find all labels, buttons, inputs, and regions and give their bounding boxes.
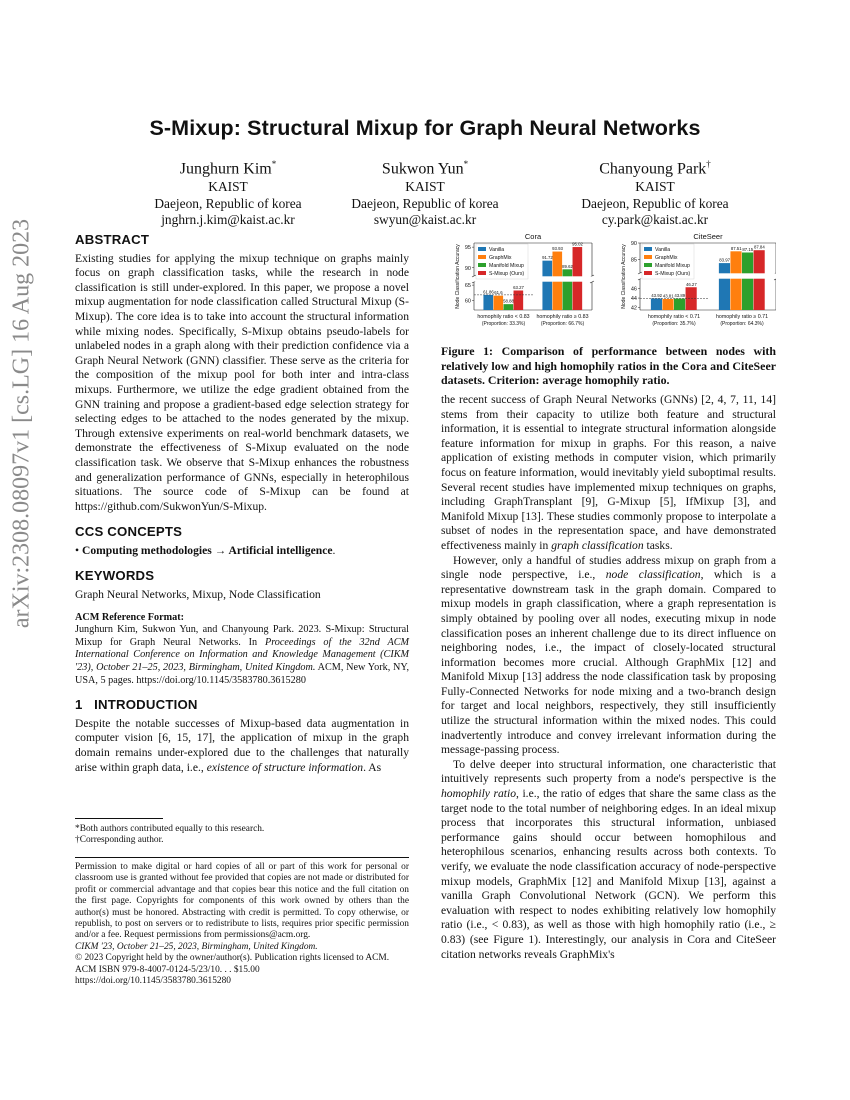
acm-reference — [75, 612, 409, 688]
x-category-label: homophily ratio ≥ 0.83 — [536, 314, 589, 320]
legend-swatch — [644, 255, 652, 259]
bar-value-label: 93.93 — [552, 246, 563, 252]
bar-value-label: 87.15 — [742, 247, 754, 252]
y-axis-label: Node Classification Accuracy — [455, 244, 461, 309]
legend-label: S-Mixup (Ours) — [489, 271, 525, 277]
y-tick-label: 85 — [630, 257, 637, 264]
bar-value-label: 58.88 — [503, 298, 514, 304]
legend-label: S-Mixup (Ours) — [655, 271, 691, 277]
x-category-note: (Proportion: 66.7%) — [540, 321, 585, 327]
bar-value-label: 43.81 — [662, 293, 674, 299]
bar-value-label: 43.92 — [651, 292, 663, 298]
chart-title: Cora — [524, 232, 542, 241]
legend-label: Manifold Mixup — [655, 263, 690, 269]
author-affiliation: KAIST — [208, 179, 248, 195]
bar-value-label: 61.86 — [483, 289, 494, 295]
bar-graphmix — [662, 299, 673, 310]
footnotes — [75, 824, 409, 847]
legend-swatch — [478, 263, 486, 267]
legend-swatch — [644, 263, 652, 267]
bar-manifold-mixup — [674, 299, 685, 310]
legend-label: Vanilla — [655, 247, 671, 253]
legend-label: Manifold Mixup — [489, 263, 524, 269]
author-block-2 — [305, 155, 545, 229]
legend-label: Vanilla — [489, 247, 505, 253]
bar-vanilla — [719, 263, 730, 310]
y-tick-label: 90 — [630, 241, 637, 247]
legend-label: GraphMix — [655, 255, 678, 261]
ccs-heading: CCS CONCEPTS — [75, 524, 183, 540]
legend-swatch — [478, 271, 486, 275]
paper-title: S-Mixup: Structural Mixup for Graph Neural Networks — [149, 116, 701, 140]
bar-vanilla — [542, 261, 552, 310]
x-category-label: homophily ratio < 0.83 — [477, 314, 530, 320]
abstract-text: Existing studies for applying the mixup technique on graphs mainly focus on graph classification tasks, while the research in node classification is still under-explored. In this paper, we propose a novel mixup augmentation for node classification called Structural Mixup (S-Mixup). The core idea is to take into account the structural information while mixing nodes. Specifically, S-Mixup obtains pseudo-labels for unlabeled nodes in a graph along with their prediction confidence via a Graph Neural Network (GNN) classifier. These serve as the criteria for the composition of the mixup pool for both inter and intra-class mixups. Furthermore, we utilize the edge gradient obtained from the GNN training and propose a gradient-based edge selection strategy for selecting edges to be attached to the nodes generated by the mixup. Through extensive experiments on real-world benchmark datasets, we demonstrate the effectiveness of S-Mixup evaluated on the node classification task. We observe that S-Mixup enhances the robustness and generalization performance of GNNs, especially in heterophilous situations. The source code of S-Mixup can be found at https://github.com/SukwonYun/S-Mixup. — [75, 251, 409, 513]
chart-cora — [455, 232, 594, 327]
conference-line: CIKM '23, October 21–25, 2023, Birmingham, United Kingdom. — [75, 941, 318, 952]
author-name: Sukwon Yun* — [381, 159, 469, 178]
bar-value-label: 95.02 — [572, 241, 583, 247]
author-location: Daejeon, Republic of korea — [351, 195, 499, 211]
bar-value-label: 87.84 — [753, 244, 765, 250]
bar-value-label: 87.51 — [730, 245, 742, 251]
legend-label: GraphMix — [489, 255, 512, 261]
y-axis-label: Node Classification Accuracy — [621, 244, 627, 309]
chart-title: CiteSeer — [693, 232, 723, 241]
left-column — [75, 233, 409, 775]
x-category-note: (Proportion: 33.3%) — [481, 321, 526, 327]
author-block-3 — [535, 155, 775, 229]
y-tick-label: 46 — [630, 286, 637, 293]
right-paragraph-1: the recent success of Graph Neural Networks (GNNs) [2, 4, 7, 11, 14] stems from their capacity to utilize both feature and structural information, it is essential to integrate structural information alongside feature information for mixup in graphs. For this reason, a naive application of existing methods in computer vision, which primarily focus on feature information, would inevitably yield suboptimal results. Several recent studies have implemented mixup techniques on graphs, including GraphTransplant [9], G-Mixup [5], IfMixup [3], and Manifold Mixup [13]. These studies commonly propose to interpolate a subset of nodes in the representation space, and have demonstrated effectiveness mainly in graph classification tasks. — [441, 393, 776, 552]
y-tick-label: 42 — [630, 305, 637, 312]
bar-manifold-mixup — [742, 253, 753, 311]
x-category-label: homophily ratio < 0.71 — [647, 314, 701, 320]
legend-swatch — [478, 255, 486, 259]
author-email[interactable]: jnghrn.j.kim@kaist.ac.kr — [161, 212, 295, 228]
bar-value-label: 83.97 — [719, 257, 731, 263]
figure-1-caption: Figure 1: Comparison of performance between nodes with relatively low and high homophily ratios in the Cora and CiteSeer datasets. Criterion: average homophily ratio. — [441, 344, 776, 387]
bar-vanilla — [651, 298, 662, 310]
legend-swatch — [478, 247, 486, 251]
acm-reference-heading: ACM Reference Format: — [75, 611, 184, 623]
chart-citeseer — [621, 231, 776, 327]
author-location: Daejeon, Republic of korea — [154, 195, 302, 211]
permission-block — [75, 862, 409, 987]
right-paragraph-3: To delve deeper into structural information, one characteristic that intuitively represents such property from a node's perspective is the homophily ratio, i.e., the ratio of edges that share the same class as the target node to the total number of neighboring edges. In an ideal mixup process that incorporates this structural information, unbiased performance gains should occur between homophilous and heterophilous scenarios, enhancing results across both contexts. To verify, we evaluate the node classification accuracy of node-perspective mixup models, GraphMix [12] and Manifold Mixup [13], against a vanilla Graph Convolutional Network (GCN). We perform this evaluation with respect to nodes exhibiting relatively low homophily ratio (i.e., < 0.83), as well as those with high homophily ratio (i.e., ≥ 0.83) (see Figure 1). Interestingly, our analysis in Cora and CiteSeer citation networks reveals GraphMix's — [441, 757, 776, 961]
x-category-label: homophily ratio ≥ 0.71 — [715, 314, 769, 320]
bar-value-label: 89.62 — [562, 263, 573, 269]
bar-value-label: 63.27 — [513, 284, 524, 290]
bar-s-mixup-ours- — [514, 290, 524, 310]
bar-manifold-mixup — [504, 304, 514, 310]
copyright-line: © 2023 Copyright held by the owner/author(s). Publication rights licensed to ACM. — [75, 953, 390, 964]
keywords-heading: KEYWORDS — [75, 568, 155, 584]
x-category-note: (Proportion: 35.7%) — [652, 321, 696, 327]
author-affiliation: KAIST — [405, 179, 445, 195]
author-location: Daejeon, Republic of korea — [581, 195, 729, 211]
footnote-rule — [75, 818, 163, 819]
y-tick-label: 90 — [464, 265, 471, 272]
right-column — [441, 393, 776, 962]
isbn-line: ACM ISBN 979-8-4007-0124-5/23/10. . . $15.00 — [75, 964, 260, 975]
bar-value-label: 43.89 — [674, 293, 686, 299]
bar-value-label: 61.6 — [494, 290, 503, 296]
bar-manifold-mixup — [563, 269, 573, 310]
author-email[interactable]: cy.park@kaist.ac.kr — [601, 212, 709, 228]
y-tick-label: 60 — [464, 298, 471, 305]
author-name: Chanyoung Park† — [599, 159, 711, 178]
y-tick-label: 95 — [464, 245, 471, 252]
ccs-concepts: • Computing methodologies → Artificial intelligence. — [75, 543, 336, 557]
permission-text: Permission to make digital or hard copies of all or part of this work for personal or classroom use is granted without fee provided that copies are not made or distributed for profit or commercial advantage and that copies bear this notice and the full citation on the first page. Copyrights for components of this work owned by others than the author(s) must be honored. Abstracting with credit is permitted. To copy otherwise, or republish, to post on servers or to redistribute to lists, requires prior specific permission and/or a fee. Request permissions from permissions@acm.org. — [75, 862, 409, 941]
bar-vanilla — [483, 295, 493, 310]
y-tick-label: 44 — [630, 296, 637, 303]
figure-1-charts — [442, 231, 776, 341]
bar-graphmix — [730, 251, 741, 310]
bar-value-label: 91.72 — [542, 255, 553, 261]
x-category-note: (Proportion: 64.3%) — [720, 321, 764, 327]
footnote-equal-contribution: *Both authors contributed equally to this research. — [75, 824, 265, 834]
abstract-heading: ABSTRACT — [75, 232, 150, 247]
bar-value-label: 46.27 — [685, 281, 697, 287]
keywords-text: Graph Neural Networks, Mixup, Node Classification — [75, 588, 321, 602]
intro-heading: 1 INTRODUCTION — [75, 697, 198, 713]
legend-swatch — [644, 271, 652, 275]
arxiv-id-text: arXiv:2308.08097v1 [cs.LG] 16 Aug 2023 — [8, 218, 35, 629]
author-name: Junghurn Kim* — [179, 159, 277, 178]
bar-graphmix — [493, 296, 503, 310]
doi-link[interactable]: https://doi.org/10.1145/3583780.3615280 — [75, 976, 231, 987]
acm-reference-text: Junghurn Kim, Sukwon Yun, and Chanyoung Park. 2023. S-Mixup: Structural Mixup for Graph Neural Networks. In Proceedings of the 32nd ACM International Conference on Information and Knowledge Management (CIKM '23), October 21–25, 2023, Birmingham, United Kingdom. ACM, New York, NY, USA, 5 pages. https://doi.org/10.1145/3583780.3615280 — [75, 624, 409, 686]
y-tick-label: 65 — [464, 283, 471, 290]
author-affiliation: KAIST — [635, 179, 675, 195]
footnote-corresponding: †Corresponding author. — [75, 835, 164, 846]
right-paragraph-2: However, only a handful of studies address mixup on graph from a single node perspective, i.e., node classification, which is a representative downstream task in the graph domain. Compared to mixup models in graph classification, where a graph representation is simply obtained by pooling over all nodes, executing mixup in node classification poses an inherent challenge due to its direct influence on neighboring nodes, i.e., the impact of closely-located structural information becomes more crucial. Although GraphMix [12] and Manifold Mixup [13] address the node classification task by proposing Fully-Connected Networks for node mixing and a two-branch design for target and local neighbors, respectively, they still insufficiently utilize the structural information within the mixed nodes. This could inadvertently introduce and convey irrelevant information during the message-passing process. — [441, 553, 776, 757]
author-email[interactable]: swyun@kaist.ac.kr — [373, 212, 477, 228]
intro-paragraph: Despite the notable successes of Mixup-based data augmentation in computer vision [6, 15, 17], the application of mixup in the graph domain remains under-explored due to the challenges that naturally arise within graph data, i.e., existence of structure information. As — [75, 716, 409, 774]
permission-rule — [75, 857, 409, 858]
bar-s-mixup-ours- — [754, 250, 765, 310]
legend-swatch — [644, 247, 652, 251]
